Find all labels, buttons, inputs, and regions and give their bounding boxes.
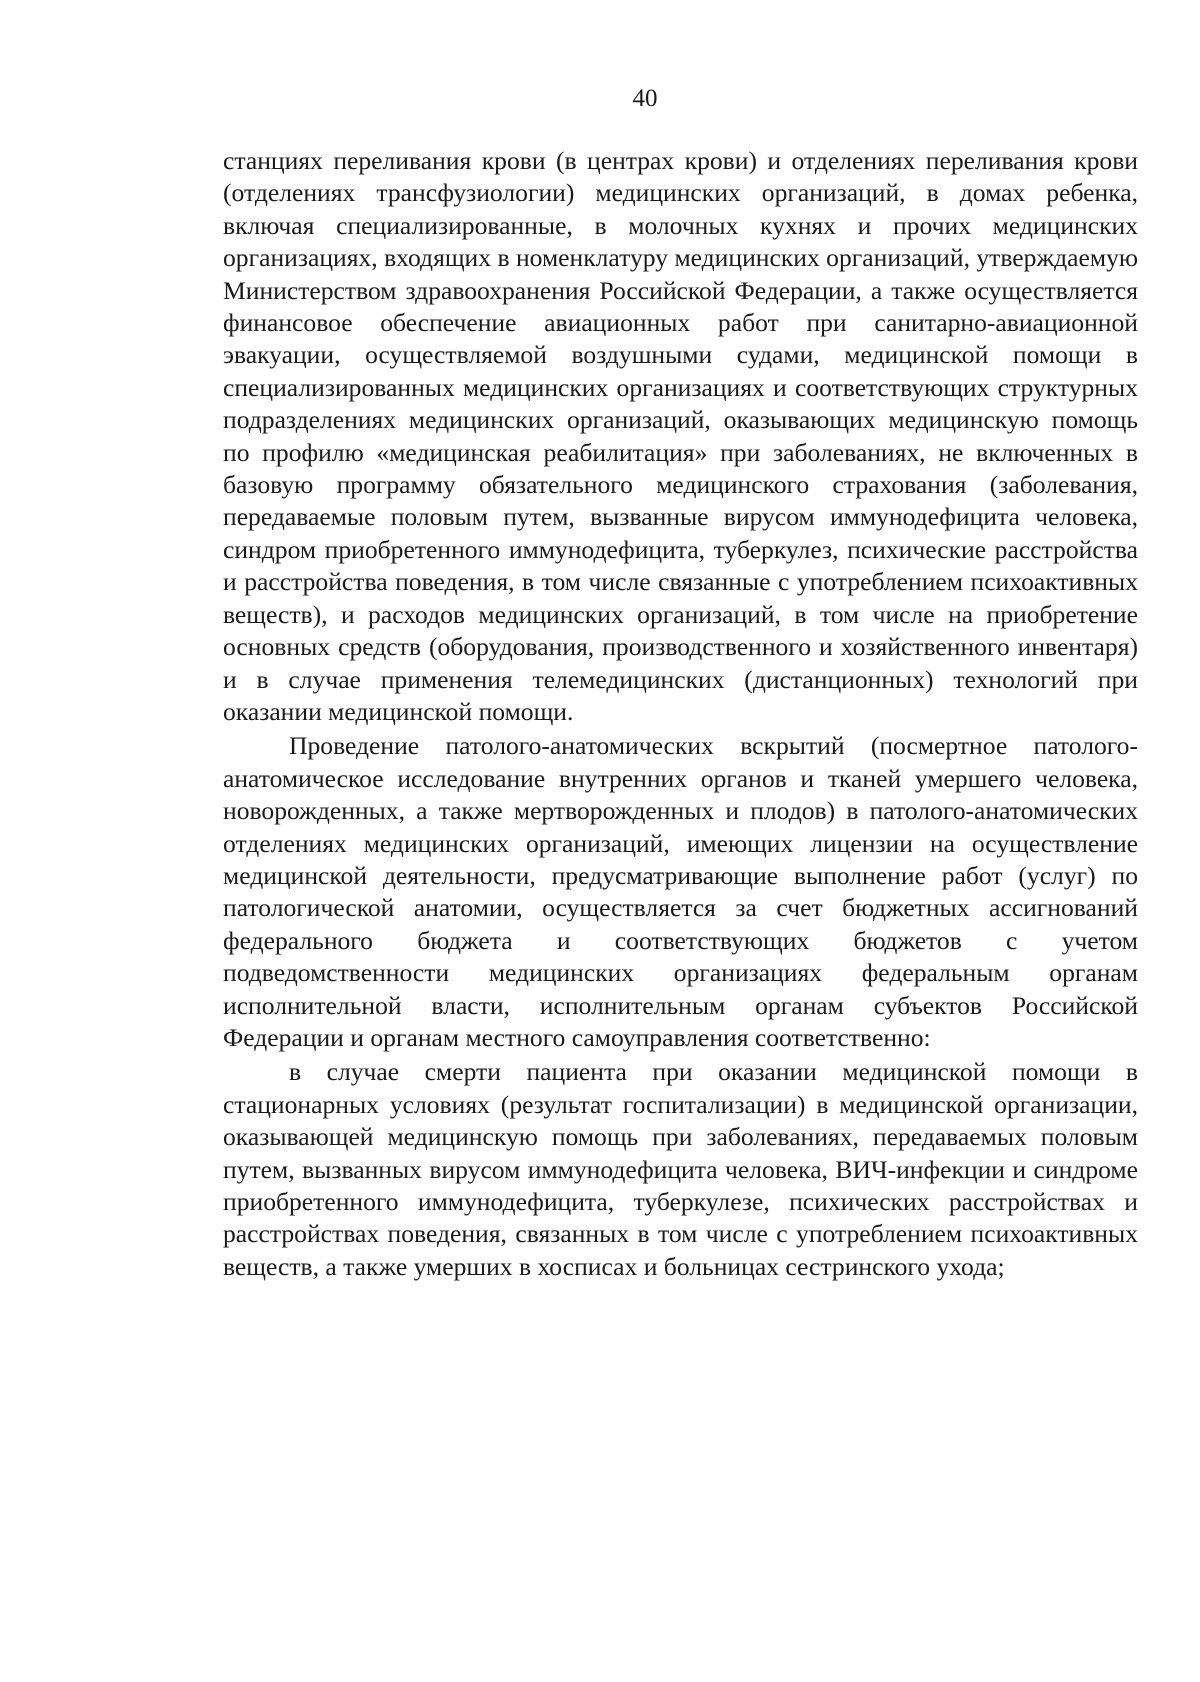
paragraph-continuation: станциях переливания крови (в центрах крови) и отделениях переливания крови (отделениях трансфузиологии) медицинских организаций, в домах ребенка, включая специализированные, в молочных кухнях и прочих медицинских организациях, входящих в номенклатуру медицинских организаций, утверждаемую Министерством здравоохранения Российской Федерации, а также осуществляется финансовое обеспечение авиационных работ при санитарно-авиационной эвакуации, осуществляемой воздушными судами, медицинской помощи в специализированных медицинских организациях и соответствующих структурных подразделениях медицинских организаций, оказывающих медицинскую помощь по профилю «медицинская реабилитация» при заболеваниях, не включенных в базовую программу обязательного медицинского страхования (заболевания, передаваемые половым путем, вызванные вирусом иммунодефицита человека, синдром приобретенного иммунодефицита, туберкулез, психические расстройства и расстройства поведения, в том числе связанные с употреблением психоактивных веществ), и расходов медицинских организаций, в том числе на приобретение основных средств (оборудования, производственного и хозяйственного инвентаря) и в случае применения телемедицинских (дистанционных) технологий при оказании медицинской помощи. (223, 146, 1138, 726)
document-body (223, 145, 1138, 1283)
paragraph-death-case: в случае смерти пациента при оказании медицинской помощи в стационарных условиях (результат госпитализации) в медицинской организации, оказывающей медицинскую помощь при заболеваниях, передаваемых половым путем, вызванных вирусом иммунодефицита человека, ВИЧ-инфекции и синдроме приобретенного иммунодефицита, туберкулезе, психических расстройствах и расстройствах поведения, связанных в том числе с употреблением психоактивных веществ, а также умерших в хосписах и больницах сестринского ухода; (223, 1057, 1138, 1281)
paragraph-autopsy: Проведение патолого-анатомических вскрытий (посмертное патолого-анатомическое исследование внутренних органов и тканей умершего человека, новорожденных, а также мертворожденных и плодов) в патолого-анатомических отделениях медицинских организаций, имеющих лицензии на осуществление медицинской деятельности, предусматривающие выполнение работ (услуг) по патологической анатомии, осуществляется за счет бюджетных ассигнований федерального бюджета и соответствующих бюджетов с учетом подведомственности медицинских организациях федеральным органам исполнительной власти, исполнительным органам субъектов Российской Федерации и органам местного самоуправления соответственно: (223, 731, 1138, 1052)
page-number: 40 (632, 85, 658, 112)
